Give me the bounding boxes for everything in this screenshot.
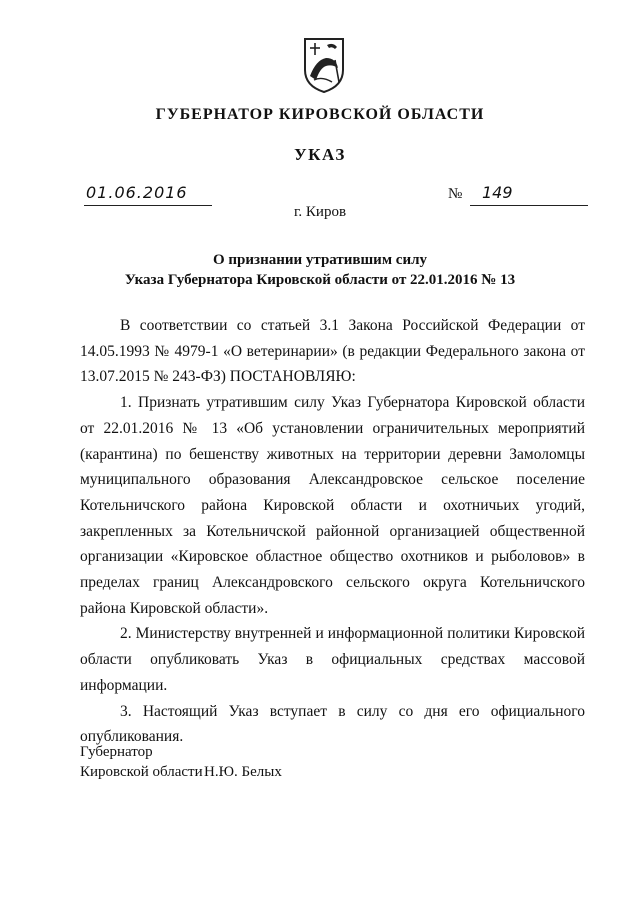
decree-date: 01.06.2016 — [86, 183, 188, 202]
title-line-2: Указа Губернатора Кировской области от 22.01.2016 № 13 — [124, 272, 516, 288]
preamble-paragraph: В соответствии со статьей 3.1 Закона Российской Федерации от 14.05.1993 № 4979-1 «О ветеринарии» (в редакции Федерального закона от 13.07.2015 № 243-ФЗ) ПОСТАНОВЛЯЮ: — [80, 317, 585, 386]
signature-position-line-1: Губернатор — [80, 744, 153, 760]
date-field — [84, 183, 212, 206]
number-field — [448, 183, 588, 205]
item-1-paragraph: 1. Признать утратившим силу Указ Губернатора Кировской области от 22.01.2016 № 13 «Об установлении ограничительных мероприятий (карантина) по бешенству животных на территории деревни Замоломцы муниципального образования Александровское сельское поселение Котельничского района Кировской области и охотничьих угодий, закрепленных за Котельничской районной организацией общественной организации «Кировское областное общество охотников и рыболовов» в пределах границ Александровского сельского округа Котельничского района Кировской области». — [80, 394, 585, 617]
city: г. Киров — [293, 204, 347, 220]
document-type: УКАЗ — [294, 145, 346, 164]
number-sign: № — [448, 186, 463, 202]
coat-of-arms-icon — [302, 36, 346, 94]
item-3-paragraph: 3. Настоящий Указ вступает в силу со дня его официального опубликования. — [80, 702, 585, 746]
signature-position — [80, 742, 203, 782]
item-2-paragraph: 2. Министерству внутренней и информационной политики Кировской области опубликовать Указ в официальных средствах массовой информации. — [80, 625, 585, 694]
signatory-name: Н.Ю. Белых — [204, 764, 282, 780]
decree-number: 149 — [482, 183, 513, 202]
number-line — [470, 183, 588, 206]
decree-body — [80, 313, 585, 750]
signature-position-line-2: Кировской области — [80, 764, 203, 780]
title-line-1: О признании утратившим силу — [213, 252, 427, 268]
decree-title — [0, 250, 640, 290]
issuing-authority: ГУБЕРНАТОР КИРОВСКОЙ ОБЛАСТИ — [155, 106, 485, 123]
